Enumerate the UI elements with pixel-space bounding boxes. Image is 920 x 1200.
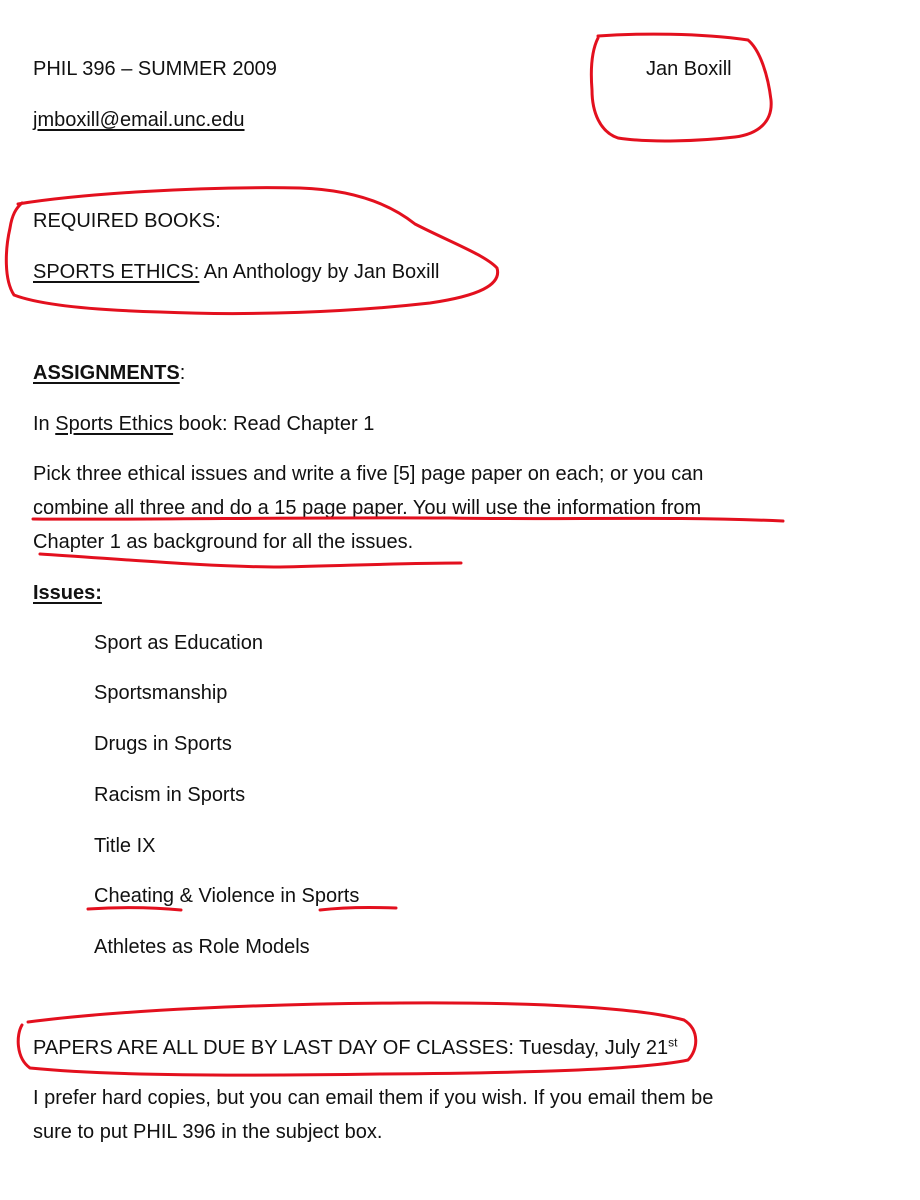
reading-book-title: Sports Ethics: [55, 413, 174, 435]
paragraph-underline-2: [40, 554, 461, 567]
due-date-superscript: st: [668, 1035, 678, 1050]
instructor-circle: [591, 34, 771, 141]
due-date-notice: [33, 1036, 677, 1060]
list-item: Cheating & Violence in Sports: [94, 885, 360, 907]
list-item: Sport as Education: [94, 632, 263, 654]
reading-instruction: [33, 412, 374, 436]
book-title: SPORTS ETHICS:: [33, 261, 200, 283]
course-title: PHIL 396 – SUMMER 2009: [33, 58, 277, 80]
book-author: An Anthology by Jan Boxill: [199, 261, 440, 283]
reading-suffix: book: Read Chapter 1: [173, 413, 375, 435]
assignment-paragraph-line-3: Chapter 1 as background for all the issues.: [33, 531, 414, 553]
assignment-paragraph-line-1: Pick three ethical issues and write a five [5] page paper on each; or you can: [33, 463, 704, 485]
assignments-heading-text: ASSIGNMENTS: [33, 362, 180, 384]
assignment-paragraph-line-2: combine all three and do a 15 page paper. You will use the information from: [33, 497, 702, 519]
submission-note-line-1: I prefer hard copies, but you can email them if you wish. If you email them be: [33, 1087, 714, 1109]
instructor-name: Jan Boxill: [646, 58, 732, 80]
list-item: Racism in Sports: [94, 784, 246, 806]
required-books-heading: REQUIRED BOOKS:: [33, 210, 221, 232]
list-item: Drugs in Sports: [94, 733, 232, 755]
list-item: Athletes as Role Models: [94, 936, 310, 958]
required-books-circle: [6, 188, 497, 314]
instructor-email[interactable]: jmboxill@email.unc.edu: [33, 109, 245, 131]
required-book-entry: [33, 260, 439, 284]
reading-prefix: In: [33, 413, 56, 435]
due-date-text: PAPERS ARE ALL DUE BY LAST DAY OF CLASSES: Tuesday, July 21: [33, 1037, 669, 1059]
submission-note-line-2: sure to put PHIL 396 in the subject box.: [33, 1121, 383, 1143]
list-item: Title IX: [94, 835, 156, 857]
issues-heading: Issues:: [33, 582, 102, 604]
assignments-heading-colon: :: [179, 362, 186, 384]
assignments-heading: [33, 361, 185, 385]
list-item: Sportsmanship: [94, 682, 228, 704]
